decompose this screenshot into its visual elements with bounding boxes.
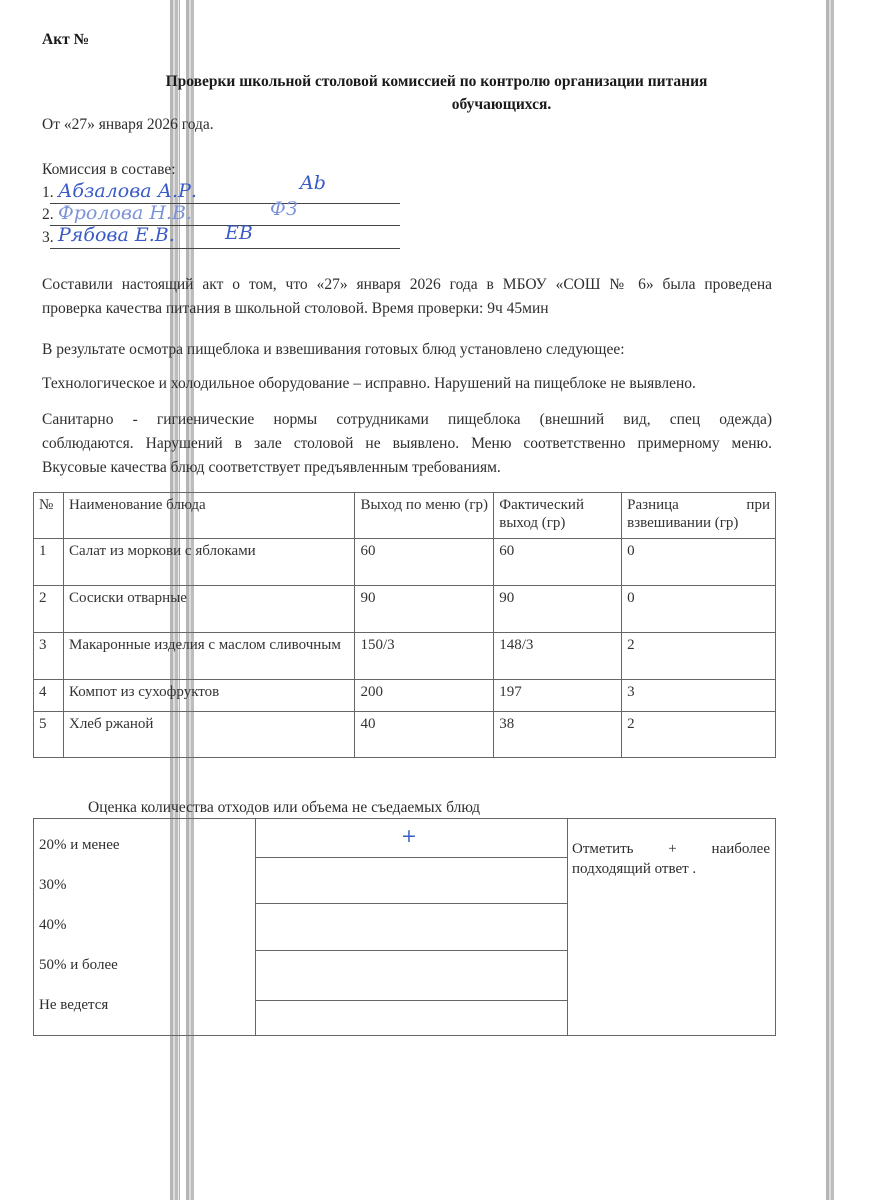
- cell: 4: [34, 680, 64, 712]
- mark-cell[interactable]: [256, 950, 567, 1001]
- cell: 200: [355, 680, 494, 712]
- cell: Салат из моркови с яблоками: [63, 539, 354, 586]
- member-name: Абзалова А.Р.: [58, 180, 197, 202]
- cell: 60: [494, 539, 622, 586]
- paragraph-4-line3: Вкусовые качества блюд соответствует предъявленным требованиям.: [42, 459, 501, 476]
- cell: 0: [622, 586, 776, 633]
- cell: Сосиски отварные: [63, 586, 354, 633]
- table-row: [34, 633, 776, 680]
- cell: 2: [34, 586, 64, 633]
- header-cell: Выход по меню (гр): [355, 493, 494, 539]
- option-label: Не ведется: [39, 997, 109, 1013]
- member-num: 2.: [42, 206, 54, 223]
- plus-mark: +: [401, 825, 417, 847]
- waste-table: [33, 818, 776, 1036]
- cell: Хлеб ржаной: [63, 712, 354, 758]
- header-cell: Фактический выход (гр): [494, 493, 622, 539]
- waste-note: Отметить + наиболее подходящий ответ .: [572, 841, 770, 877]
- member-num: 1.: [42, 184, 54, 201]
- table-row: [34, 680, 776, 712]
- cell: 3: [622, 680, 776, 712]
- member-name: Рябова Е.В.: [58, 224, 175, 246]
- table-row: [34, 712, 776, 758]
- title-line1: Проверки школьной столовой комиссией по контролю организации питания: [165, 73, 708, 90]
- option-label: 30%: [39, 877, 67, 893]
- mark-cell[interactable]: [256, 857, 567, 904]
- dishes-table: [33, 492, 776, 758]
- cell: 90: [355, 586, 494, 633]
- option-label: 40%: [39, 917, 67, 933]
- cell: 150/3: [355, 633, 494, 680]
- paragraph-1-line2: проверка качества питания в школьной столовой. Время проверки: 9ч 45мин: [42, 300, 549, 317]
- mark-cell[interactable]: [256, 1000, 567, 1035]
- cell: Компот из сухофруктов: [63, 680, 354, 712]
- cell: 0: [622, 539, 776, 586]
- paragraph-1-line1: Составили настоящий акт о том, что «27» января 2026 года в МБОУ «СОШ № 6» была проведена: [42, 276, 772, 293]
- mark-cell[interactable]: [256, 903, 567, 951]
- member-signature: ФЗ: [270, 198, 298, 220]
- cell: Макаронные изделия с маслом сливочным: [63, 633, 354, 680]
- date-line: От «27» января 2026 года.: [42, 116, 214, 133]
- cell: 60: [355, 539, 494, 586]
- cell: 90: [494, 586, 622, 633]
- waste-title: Оценка количества отходов или объема не съедаемых блюд: [88, 799, 481, 816]
- cell: 38: [494, 712, 622, 758]
- table-row: [34, 539, 776, 586]
- option-label: 20% и менее: [39, 837, 120, 853]
- member-name: Фролова Н.В.: [58, 202, 192, 224]
- table-row: [34, 586, 776, 633]
- cell: 148/3: [494, 633, 622, 680]
- header-cell: №: [34, 493, 64, 539]
- cell: 2: [622, 712, 776, 758]
- cell: 3: [34, 633, 64, 680]
- header-cell: Наименование блюда: [63, 493, 354, 539]
- cell: 5: [34, 712, 64, 758]
- act-label: Акт №: [42, 31, 90, 48]
- commission-label: Комиссия в составе:: [42, 161, 176, 178]
- paragraph-3: Технологическое и холодильное оборудование – исправно. Нарушений на пищеблоке не выявлено.: [42, 375, 696, 392]
- member-signature: ЕВ: [225, 222, 253, 244]
- cell: 2: [622, 633, 776, 680]
- member-signature: Ab: [300, 172, 326, 194]
- option-label: 50% и более: [39, 957, 118, 973]
- paragraph-2: В результате осмотра пищеблока и взвешивания готовых блюд установлено следующее:: [42, 341, 625, 358]
- member-num: 3.: [42, 229, 54, 246]
- table-header-row: [34, 493, 776, 539]
- cell: 197: [494, 680, 622, 712]
- mark-cell[interactable]: [256, 819, 567, 858]
- cell: 1: [34, 539, 64, 586]
- header-cell: Разница при взвешивании (гр): [622, 493, 776, 539]
- paragraph-4-line1: Санитарно - гигиенические нормы сотрудниками пищеблока (внешний вид, спец одежда): [42, 411, 772, 428]
- cell: 40: [355, 712, 494, 758]
- title-line2: обучающихся.: [451, 96, 552, 113]
- marks-column: [255, 819, 568, 1035]
- scan-streak: [826, 0, 834, 1200]
- paragraph-4-line2: соблюдаются. Нарушений в зале столовой не выявлено. Меню соответственно примерному меню.: [42, 435, 772, 452]
